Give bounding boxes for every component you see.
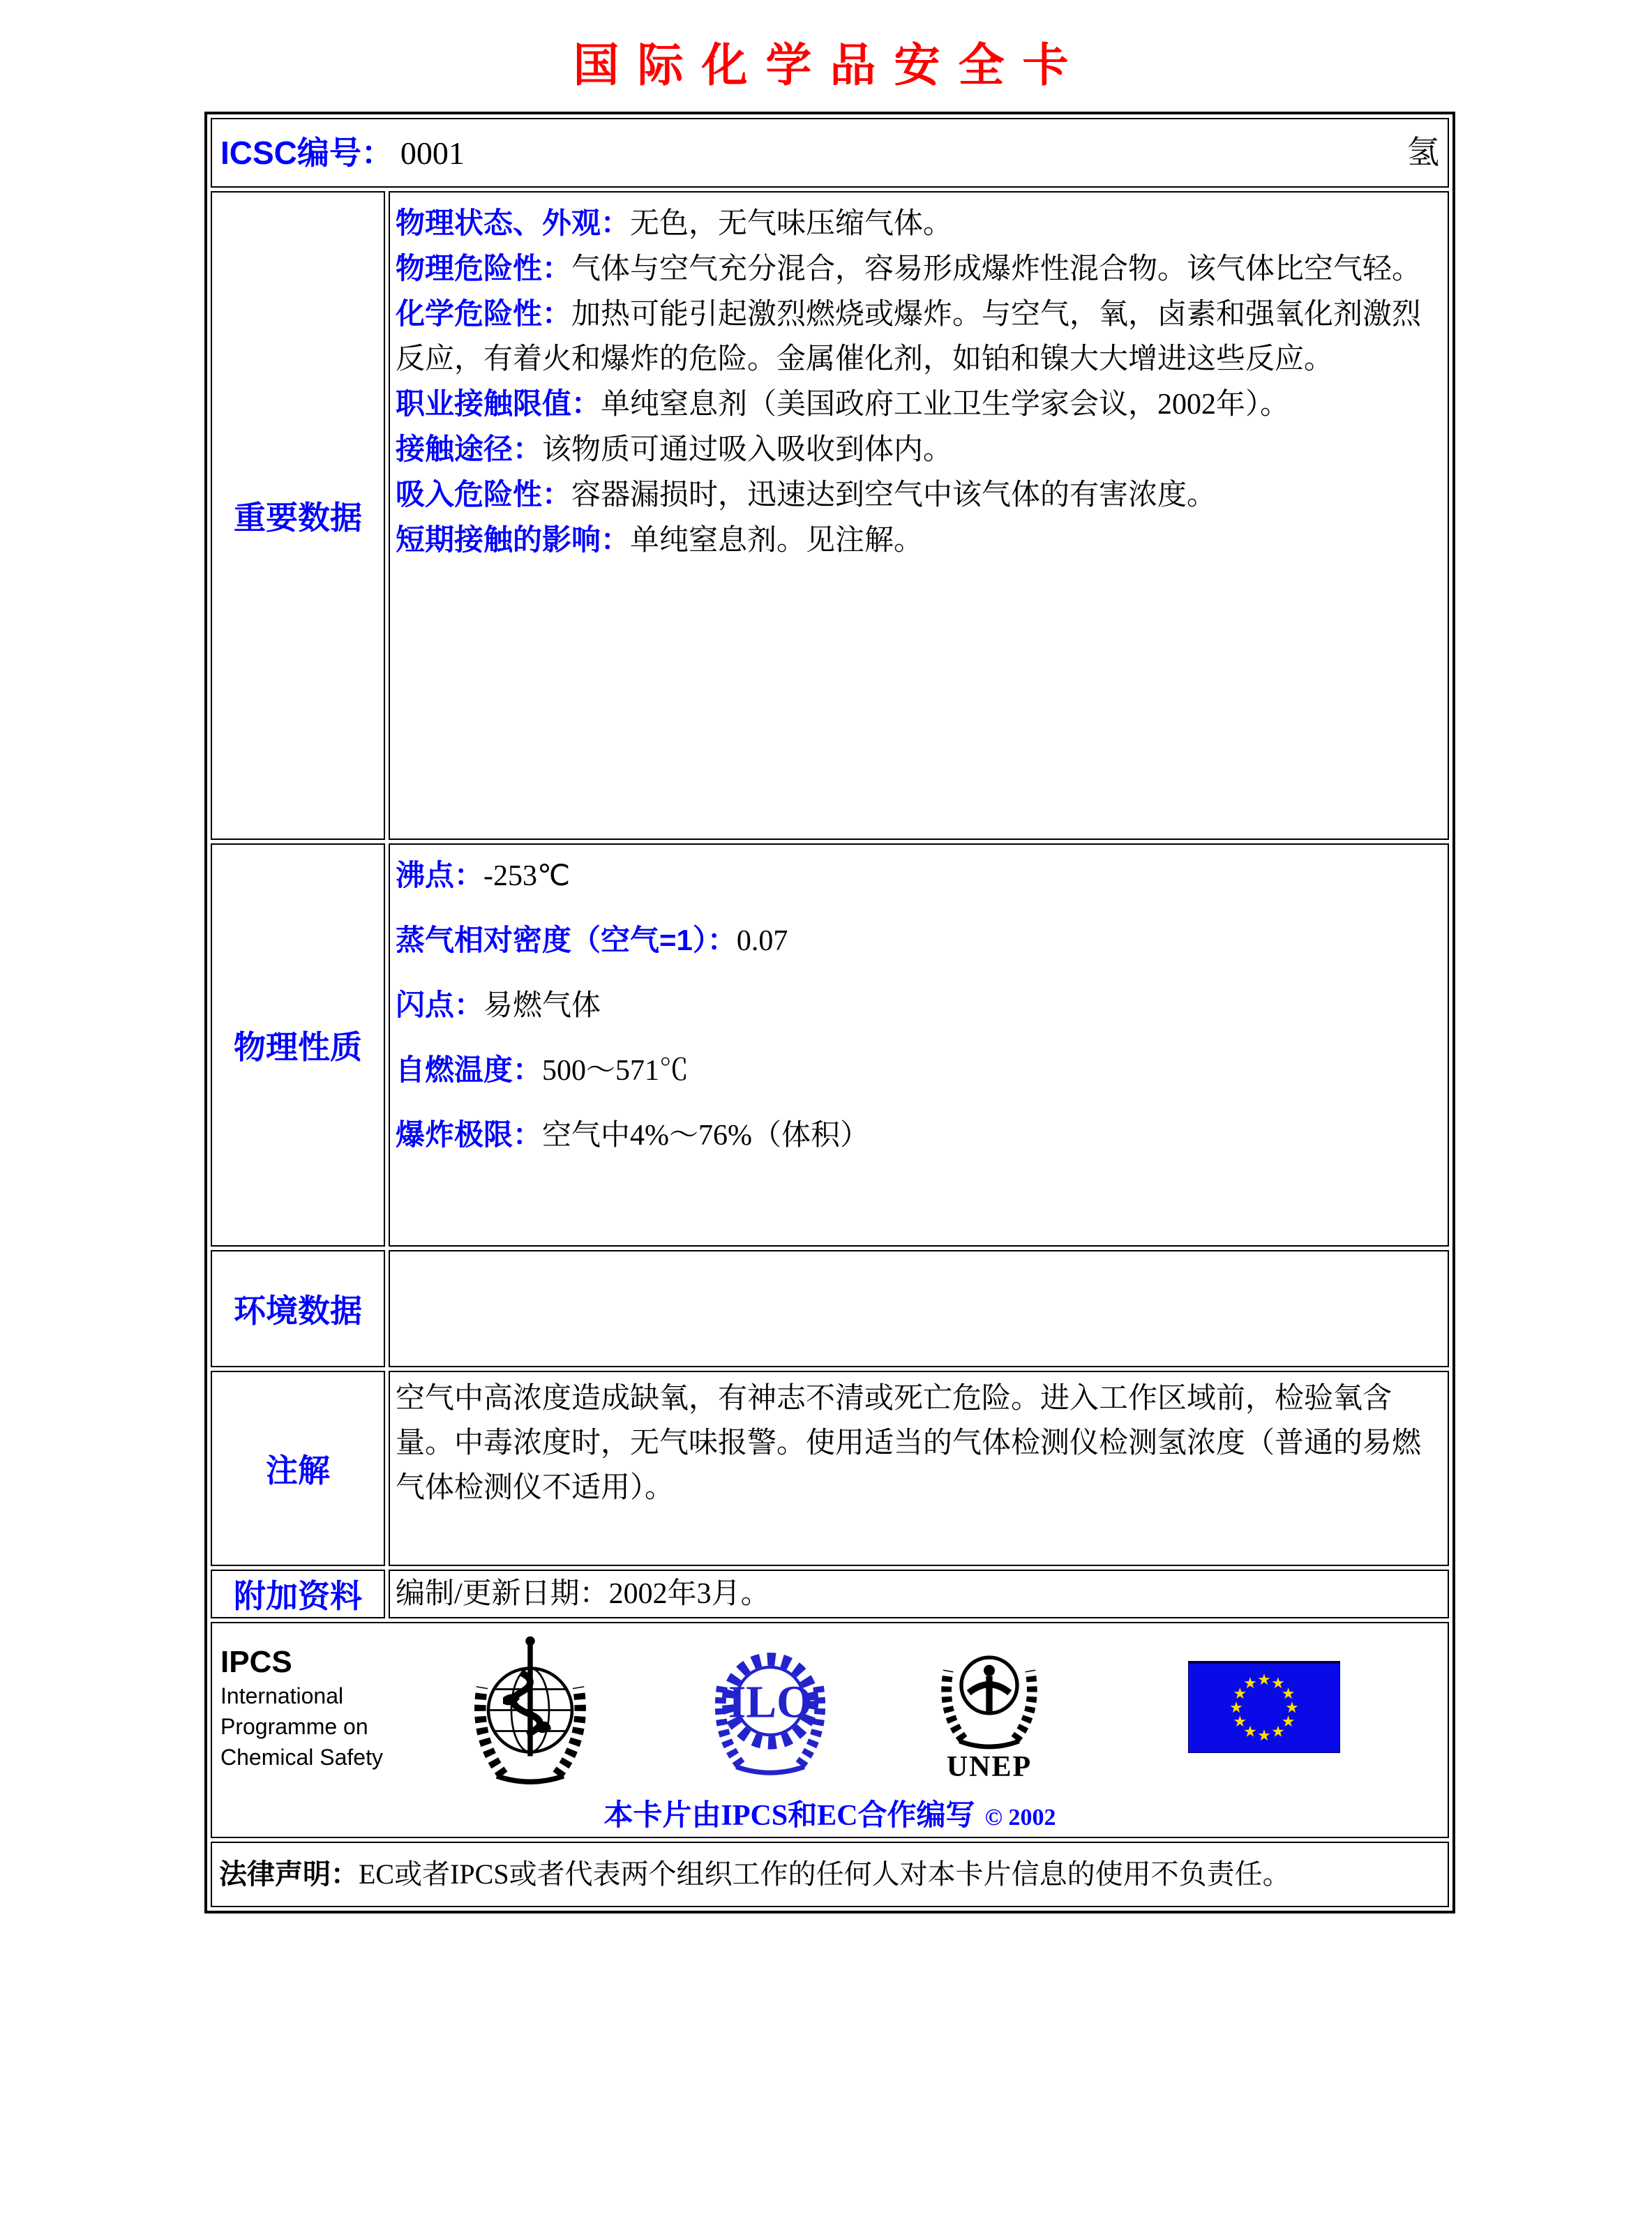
additional-info-section-label: 附加资料 — [211, 1570, 385, 1618]
caption-copyright: © 2002 — [984, 1805, 1056, 1830]
unep-logo — [933, 1635, 1045, 1782]
item-label: 爆炸极限： — [396, 1118, 543, 1151]
item-label: 短期接触的影响： — [396, 523, 631, 556]
cooperation-caption — [212, 1792, 1448, 1834]
item-text: -253℃ — [483, 860, 571, 892]
item-text: 加热可能引起激烈燃烧或爆炸。与空气，氧，卤素和强氧化剂激烈反应，有着火和爆炸的危险。金属催化剂，如铂和镍大大增进这些反应。 — [396, 299, 1422, 375]
environmental-data-content — [389, 1250, 1449, 1367]
physical-property-item — [396, 918, 1442, 963]
logos-row — [211, 1622, 1449, 1838]
physical-properties-section-label: 物理性质 — [211, 843, 385, 1247]
item-label: 接触途径： — [396, 433, 543, 465]
important-data-item — [396, 201, 1442, 246]
svg-text:★: ★ — [1271, 1723, 1285, 1741]
item-label: 蒸气相对密度（空气=1）： — [396, 924, 737, 956]
icsc-card-table — [204, 112, 1455, 1913]
svg-text:★: ★ — [1281, 1713, 1296, 1731]
important-data-section-label: 重要数据 — [211, 191, 385, 840]
header-content — [218, 123, 1442, 182]
unep-label: UNEP — [946, 1750, 1032, 1783]
important-data-item — [396, 518, 1442, 563]
svg-text:★: ★ — [1281, 1685, 1296, 1703]
svg-text:★: ★ — [1271, 1674, 1285, 1692]
svg-text:★: ★ — [1257, 1727, 1271, 1745]
item-label: 物理状态、外观： — [396, 206, 631, 239]
svg-text:★: ★ — [1257, 1671, 1271, 1689]
important-data-item — [396, 382, 1442, 427]
chemical-name: 氢 — [1407, 135, 1439, 170]
caption-text: 本卡片由IPCS和EC合作编写 — [603, 1800, 975, 1832]
environmental-data-row — [211, 1250, 1449, 1367]
item-text: 500～571℃ — [542, 1055, 689, 1087]
header-row — [211, 118, 1449, 188]
physical-property-item — [396, 1048, 1442, 1093]
physical-property-item — [396, 983, 1442, 1028]
ipcs-acronym: IPCS — [220, 1645, 292, 1679]
important-data-item — [396, 246, 1442, 292]
item-text: 单纯窒息剂（美国政府工业卫生学家会议，2002年）。 — [601, 389, 1290, 421]
svg-text:★: ★ — [1229, 1699, 1243, 1717]
ipcs-text-block — [220, 1644, 421, 1773]
item-text: 气体与空气充分混合，容易形成爆炸性混合物。该气体比空气轻。 — [571, 253, 1422, 285]
physical-property-item — [396, 853, 1442, 898]
legal-row — [211, 1842, 1449, 1907]
ipcs-line: International — [220, 1683, 344, 1708]
important-data-content — [396, 197, 1442, 563]
svg-text:★: ★ — [1243, 1674, 1257, 1692]
item-label: 自燃温度： — [396, 1053, 543, 1086]
item-text: 0.07 — [736, 925, 788, 957]
svg-text:★: ★ — [1233, 1713, 1247, 1731]
item-text: 单纯窒息剂。见注解。 — [630, 525, 924, 557]
item-label: 职业接触限值： — [396, 387, 601, 420]
physical-properties-content — [396, 849, 1442, 1158]
important-data-item — [396, 292, 1442, 382]
ilo-logo — [710, 1637, 830, 1780]
svg-text:★: ★ — [1285, 1699, 1299, 1717]
additional-info-row — [211, 1570, 1449, 1618]
logos-strip — [212, 1629, 1448, 1788]
physical-property-item — [396, 1113, 1442, 1158]
svg-text:★: ★ — [1243, 1723, 1257, 1741]
item-text: 该物质可通过吸入吸收到体内。 — [542, 434, 953, 466]
svg-text:★: ★ — [1233, 1685, 1247, 1703]
legal-text: EC或者IPCS或者代表两个组织工作的任何人对本卡片信息的使用不负责任。 — [359, 1858, 1291, 1890]
important-data-item — [396, 472, 1442, 518]
item-text: 无色，无气味压缩气体。 — [630, 208, 953, 240]
page-title: 国际化学品安全卡 — [573, 39, 1087, 91]
item-text: 易燃气体 — [483, 990, 601, 1022]
notes-content: 空气中高浓度造成缺氧，有神志不清或死亡危险。进入工作区域前，检验氧含量。中毒浓度时，无气味报警。使用适当的气体检测仪检测氢浓度（普通的易燃气体检测仪不适用）。 — [396, 1383, 1422, 1504]
ipcs-line: Programme on — [220, 1714, 368, 1739]
icsc-number — [220, 135, 465, 172]
environmental-data-section-label: 环境数据 — [211, 1250, 385, 1367]
who-logo — [467, 1628, 593, 1789]
item-label: 吸入危险性： — [396, 478, 572, 511]
eu-flag — [1188, 1661, 1340, 1757]
important-data-item — [396, 427, 1442, 472]
item-text: 空气中4%～76%（体积） — [542, 1120, 869, 1152]
icsc-number-value: 0001 — [400, 135, 465, 171]
additional-info-content: 编制/更新日期：2002年3月。 — [396, 1578, 770, 1610]
legal-label: 法律声明： — [219, 1859, 359, 1890]
item-label: 化学危险性： — [396, 297, 572, 330]
notes-row — [211, 1371, 1449, 1566]
ilo-letters: ILO — [728, 1676, 813, 1727]
important-data-row — [211, 191, 1449, 840]
item-text: 容器漏损时，迅速达到空气中该气体的有害浓度。 — [571, 479, 1217, 511]
ipcs-line: Chemical Safety — [220, 1745, 383, 1770]
notes-section-label: 注解 — [211, 1371, 385, 1566]
physical-properties-row — [211, 843, 1449, 1247]
icsc-number-label: ICSC编号： — [220, 134, 393, 171]
item-label: 沸点： — [396, 859, 484, 892]
item-label: 闪点： — [396, 988, 484, 1021]
item-label: 物理危险性： — [396, 252, 572, 285]
